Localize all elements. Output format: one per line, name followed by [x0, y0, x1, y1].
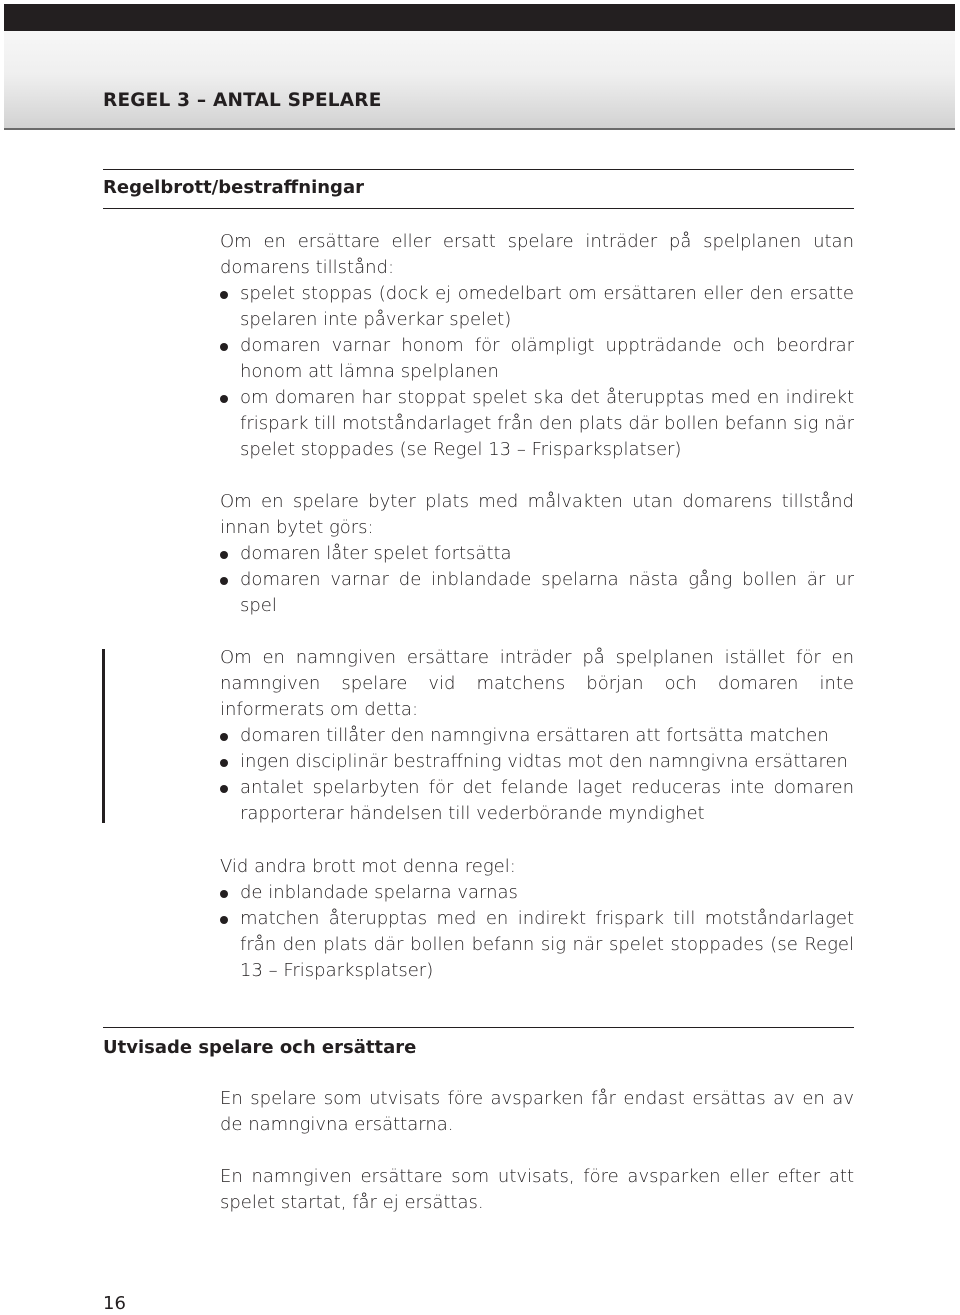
- bullet-text: om domaren har stoppat spelet ska det återupptas med en indirekt frispark till motståndarlaget från den plats där bollen befann sig när spelet stoppades (se Regel 13 – Frisparksplatser): [240, 387, 854, 460]
- bullet-text: domaren varnar honom för olämpligt uppträdande och beordrar honom att lämna spelplanen: [240, 335, 854, 382]
- bullet-icon: [220, 291, 228, 299]
- bullet-text: domaren tillåter den namngivna ersättaren att fortsätta matchen: [240, 725, 829, 746]
- bullet-item: [220, 567, 854, 619]
- page-title: REGEL 3 – ANTAL SPELARE: [103, 90, 382, 111]
- bullet-icon: [220, 785, 228, 793]
- bullet-list: [220, 723, 854, 827]
- bullet-text: domaren varnar de inblandade spelarna nästa gång bollen är ur spel: [240, 569, 854, 616]
- top-bar: [4, 4, 955, 31]
- bullet-icon: [220, 551, 228, 559]
- paragraph-text: En namngiven ersättare som utvisats, före avsparken eller efter att spelet startat, får ej ersättas.: [220, 1166, 854, 1213]
- change-bar: [102, 649, 105, 823]
- bullet-list: [220, 880, 854, 984]
- bullet-item: [220, 723, 854, 749]
- paragraph-text: En spelare som utvisats före avsparken får endast ersättas av en av de namngivna ersättarna.: [220, 1088, 854, 1135]
- bullet-icon: [220, 916, 228, 924]
- bullet-icon: [220, 343, 228, 351]
- bullet-text: de inblandade spelarna varnas: [240, 882, 518, 903]
- bullet-item: [220, 333, 854, 385]
- section-rule-top: [103, 1027, 854, 1028]
- bullet-item: [220, 880, 854, 906]
- block-intro: Om en spelare byter plats med målvakten utan domarens tillstånd innan bytet görs:: [220, 491, 854, 538]
- paragraph: [220, 1086, 854, 1138]
- bullet-text: antalet spelarbyten för det felande laget reduceras inte domaren rapporterar händelsen till vederbörande myndighet: [240, 777, 854, 824]
- bullet-item: [220, 906, 854, 984]
- bullet-text: spelet stoppas (dock ej omedelbart om ersättaren eller den ersatte spelaren inte påverkar spelet): [240, 283, 854, 330]
- bullet-item: [220, 281, 854, 333]
- header-band: [4, 31, 955, 130]
- bullet-text: domaren låter spelet fortsätta: [240, 543, 512, 564]
- bullet-icon: [220, 733, 228, 741]
- bullet-icon: [220, 577, 228, 585]
- section-rule-bottom: [103, 208, 854, 209]
- section-rule-top: [103, 169, 854, 170]
- block-intro: Om en ersättare eller ersatt spelare inträder på spelplanen utan domarens tillstånd:: [220, 231, 854, 278]
- bullet-item: [220, 541, 854, 567]
- paragraph: [220, 1164, 854, 1216]
- rule-block: [220, 489, 854, 619]
- bullet-list: [220, 541, 854, 619]
- rule-block: [220, 645, 854, 827]
- block-intro: Om en namngiven ersättare inträder på spelplanen istället för en namngiven spelare vid matchens början och domaren inte informerats om detta:: [220, 647, 854, 720]
- rule-block: [220, 854, 854, 984]
- bullet-text: ingen disciplinär bestraffning vidtas mot den namngivna ersättaren: [240, 751, 848, 772]
- bullet-text: matchen återupptas med en indirekt frispark till motståndarlaget från den plats där bollen befann sig när spelet stoppades (se Regel 13 – Frisparksplatser): [240, 908, 854, 981]
- bullet-item: [220, 385, 854, 463]
- bullet-list: [220, 281, 854, 463]
- bullet-icon: [220, 890, 228, 898]
- section-title: Regelbrott/bestraffningar: [103, 177, 364, 198]
- section-title: Utvisade spelare och ersättare: [103, 1037, 417, 1058]
- rule-block: [220, 229, 854, 463]
- bullet-item: [220, 749, 854, 775]
- block-intro: Vid andra brott mot denna regel:: [220, 856, 516, 877]
- bullet-item: [220, 775, 854, 827]
- page-number: 16: [103, 1293, 126, 1314]
- bullet-icon: [220, 395, 228, 403]
- bullet-icon: [220, 759, 228, 767]
